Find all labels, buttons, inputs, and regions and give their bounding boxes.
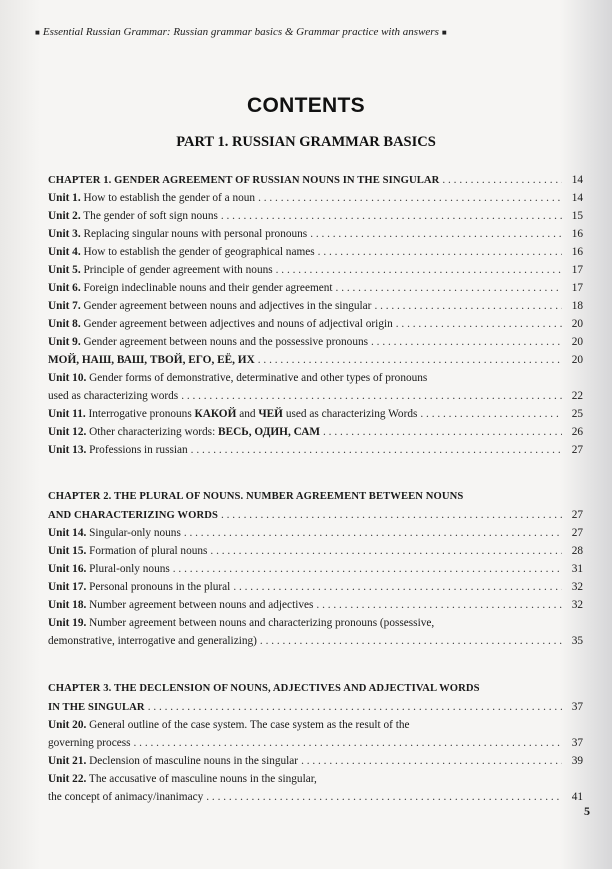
- toc-unit-9-cont[interactable]: [48, 351, 583, 369]
- unit-title: Gender agreement between nouns and the possessive pronouns: [83, 336, 369, 348]
- pronoun-chey: ЧЕЙ: [258, 408, 283, 420]
- toc-unit-19-cont[interactable]: [48, 632, 583, 650]
- running-title: Essential Russian Grammar: Russian grammar basics & Grammar practice with answers: [42, 26, 439, 38]
- page-ref: 25: [571, 408, 583, 420]
- unit-title: Number agreement between nouns and adjectives: [89, 599, 314, 611]
- leader-dots: [301, 752, 562, 770]
- pronoun-list: МОЙ, НАШ, ВАШ, ТВОЙ, ЕГО, ЕЁ, ИХ: [48, 354, 255, 366]
- toc-unit-20-cont[interactable]: [48, 734, 583, 752]
- toc-unit-21[interactable]: [48, 752, 583, 770]
- unit-title: Other characterizing words:: [89, 426, 216, 438]
- unit-title: Formation of plural nouns: [89, 545, 208, 557]
- toc-unit-17[interactable]: [48, 578, 583, 596]
- page-ref: 27: [571, 527, 583, 539]
- page-ref: 32: [571, 599, 583, 611]
- leader-dots: [258, 351, 562, 369]
- unit-title: Gender agreement between nouns and adjectives in the singular: [83, 300, 372, 312]
- unit-label: Unit 8.: [48, 318, 81, 330]
- toc-chapter-1[interactable]: [48, 171, 583, 189]
- toc-unit-6[interactable]: [48, 279, 583, 297]
- leader-dots: [371, 333, 562, 351]
- toc-unit-12[interactable]: [48, 423, 583, 441]
- unit-label: Unit 4.: [48, 246, 81, 258]
- pronoun-kakoy: КАКОЙ: [194, 408, 237, 420]
- toc-unit-13[interactable]: [48, 441, 583, 459]
- leader-dots: [206, 788, 562, 806]
- unit-title: Plural-only nouns: [89, 563, 170, 575]
- unit-title: demonstrative, interrogative and generalizing): [48, 635, 257, 647]
- toc-unit-20[interactable]: [48, 716, 583, 734]
- page-ref: 18: [571, 300, 583, 312]
- leader-dots: [336, 279, 562, 297]
- page-ref: 17: [571, 264, 583, 276]
- running-header: [32, 26, 592, 38]
- leader-dots: [233, 578, 562, 596]
- leader-dots: [318, 243, 562, 261]
- leader-dots: [442, 171, 562, 189]
- leader-dots: [374, 297, 562, 315]
- page-ref: 16: [571, 246, 583, 258]
- contents-title: CONTENTS: [247, 94, 365, 117]
- page-ref: 20: [571, 318, 583, 330]
- unit-title: Interrogative pronouns: [88, 408, 192, 420]
- leader-dots: [260, 632, 562, 650]
- unit-title: General outline of the case system. The case system as the result of the: [89, 719, 410, 731]
- toc-unit-22[interactable]: [48, 770, 583, 788]
- chapter-title: CHAPTER 2. THE PLURAL OF NOUNS. NUMBER AGREEMENT BETWEEN NOUNS: [48, 491, 464, 502]
- toc-unit-4[interactable]: [48, 243, 583, 261]
- leader-dots: [184, 524, 562, 542]
- toc-unit-5[interactable]: [48, 261, 583, 279]
- unit-label: Unit 18.: [48, 599, 87, 611]
- page-ref: 27: [571, 509, 583, 521]
- leader-dots: [191, 441, 562, 459]
- unit-title: Foreign indeclinable nouns and their gender agreement: [83, 282, 333, 294]
- unit-label: Unit 11.: [48, 408, 86, 420]
- leader-dots: [210, 542, 562, 560]
- unit-label: Unit 5.: [48, 264, 81, 276]
- toc-unit-19[interactable]: [48, 614, 583, 632]
- leader-dots: [221, 207, 562, 225]
- toc-unit-16[interactable]: [48, 560, 583, 578]
- characterizing-words: ВЕСЬ, ОДИН, САМ: [218, 426, 321, 438]
- unit-title: used as characterizing words: [48, 390, 179, 402]
- toc-unit-15[interactable]: [48, 542, 583, 560]
- unit-label: Unit 1.: [48, 192, 81, 204]
- unit-title: Gender forms of demonstrative, determinative and other types of pronouns: [89, 372, 428, 384]
- unit-title: Principle of gender agreement with nouns: [83, 264, 273, 276]
- unit-label: Unit 17.: [48, 581, 87, 593]
- toc-chapter-3[interactable]: [48, 680, 583, 698]
- leader-dots: [420, 405, 562, 423]
- toc-chapter-3-cont[interactable]: [48, 698, 583, 716]
- unit-title: The accusative of masculine nouns in the singular,: [88, 773, 317, 785]
- page-ref: 16: [571, 228, 583, 240]
- leader-dots: [316, 596, 562, 614]
- toc-unit-8[interactable]: [48, 315, 583, 333]
- page-ref: 37: [571, 737, 583, 749]
- toc-unit-3[interactable]: [48, 225, 583, 243]
- unit-title: Replacing singular nouns with personal pronouns: [83, 228, 308, 240]
- page-ref: 39: [571, 755, 583, 767]
- toc-unit-7[interactable]: [48, 297, 583, 315]
- page-ref: 27: [571, 444, 583, 456]
- page-ref: 17: [571, 282, 583, 294]
- toc-unit-11[interactable]: [48, 405, 583, 423]
- unit-label: Unit 14.: [48, 527, 87, 539]
- unit-label: Unit 10.: [48, 372, 87, 384]
- toc-unit-18[interactable]: [48, 596, 583, 614]
- page-ref: 31: [571, 563, 583, 575]
- page-ref: 37: [571, 701, 583, 713]
- unit-title: The gender of soft sign nouns: [83, 210, 218, 222]
- unit-title: Number agreement between nouns and characterizing pronouns (possessive,: [89, 617, 435, 629]
- unit-title: used as characterizing Words: [285, 408, 418, 420]
- part-title: PART 1. RUSSIAN GRAMMAR BASICS: [176, 134, 436, 150]
- toc-unit-2[interactable]: [48, 207, 583, 225]
- unit-title: Personal pronouns in the plural: [89, 581, 231, 593]
- chapter-title: CHAPTER 3. THE DECLENSION OF NOUNS, ADJECTIVES AND ADJECTIVAL WORDS: [48, 683, 480, 694]
- unit-title: Declension of masculine nouns in the singular: [89, 755, 299, 767]
- bullet-icon: ■: [441, 28, 447, 37]
- chapter-title: AND CHARACTERIZING WORDS: [48, 510, 218, 521]
- unit-title: the concept of animacy/inanimacy: [48, 791, 204, 803]
- leader-dots: [134, 734, 562, 752]
- toc-chapter-2[interactable]: [48, 488, 583, 506]
- unit-label: Unit 2.: [48, 210, 81, 222]
- page-ref: 14: [571, 192, 583, 204]
- unit-label: Unit 15.: [48, 545, 87, 557]
- unit-title: and: [239, 408, 256, 420]
- page-ref: 28: [571, 545, 583, 557]
- toc-unit-9[interactable]: [48, 333, 583, 351]
- leader-dots: [276, 261, 562, 279]
- page-ref: 32: [571, 581, 583, 593]
- bullet-icon: ■: [35, 28, 40, 37]
- leader-dots: [173, 560, 562, 578]
- toc-unit-1[interactable]: [48, 189, 583, 207]
- unit-title: Singular-only nouns: [89, 527, 181, 539]
- page-ref: 14: [571, 174, 583, 186]
- toc-unit-22-cont[interactable]: [48, 788, 583, 806]
- page-ref: 41: [571, 791, 583, 803]
- chapter-title: CHAPTER 1. GENDER AGREEMENT OF RUSSIAN NOUNS IN THE SINGULAR: [48, 175, 440, 186]
- unit-title: How to establish the gender of a noun: [83, 192, 256, 204]
- unit-label: Unit 22.: [48, 773, 87, 785]
- leader-dots: [148, 698, 562, 716]
- unit-label: Unit 6.: [48, 282, 81, 294]
- leader-dots: [258, 189, 562, 207]
- unit-title: How to establish the gender of geographical names: [83, 246, 315, 258]
- chapter-title: IN THE SINGULAR: [48, 702, 145, 713]
- leader-dots: [323, 423, 562, 441]
- page-number: 5: [584, 804, 590, 818]
- toc-unit-10[interactable]: [48, 369, 583, 387]
- unit-label: Unit 19.: [48, 617, 87, 629]
- unit-label: Unit 13.: [48, 444, 87, 456]
- leader-dots: [221, 506, 562, 524]
- unit-title: governing process: [48, 737, 131, 749]
- leader-dots: [396, 315, 562, 333]
- toc-unit-14[interactable]: [48, 524, 583, 542]
- leader-dots: [181, 387, 562, 405]
- page-ref: 20: [571, 354, 583, 366]
- unit-label: Unit 16.: [48, 563, 87, 575]
- page-ref: 20: [571, 336, 583, 348]
- unit-label: Unit 7.: [48, 300, 81, 312]
- unit-label: Unit 12.: [48, 426, 87, 438]
- toc-chapter-2-cont[interactable]: [48, 506, 583, 524]
- unit-label: Unit 21.: [48, 755, 87, 767]
- unit-label: Unit 20.: [48, 719, 87, 731]
- unit-title: Gender agreement between adjectives and nouns of adjectival origin: [83, 318, 393, 330]
- unit-label: Unit 3.: [48, 228, 81, 240]
- page-ref: 35: [571, 635, 583, 647]
- page-ref: 15: [571, 210, 583, 222]
- page-ref: 26: [571, 426, 583, 438]
- unit-title: Professions in russian: [89, 444, 188, 456]
- page-ref: 22: [571, 390, 583, 402]
- unit-label: Unit 9.: [48, 336, 81, 348]
- leader-dots: [310, 225, 562, 243]
- toc-unit-10-cont[interactable]: [48, 387, 583, 405]
